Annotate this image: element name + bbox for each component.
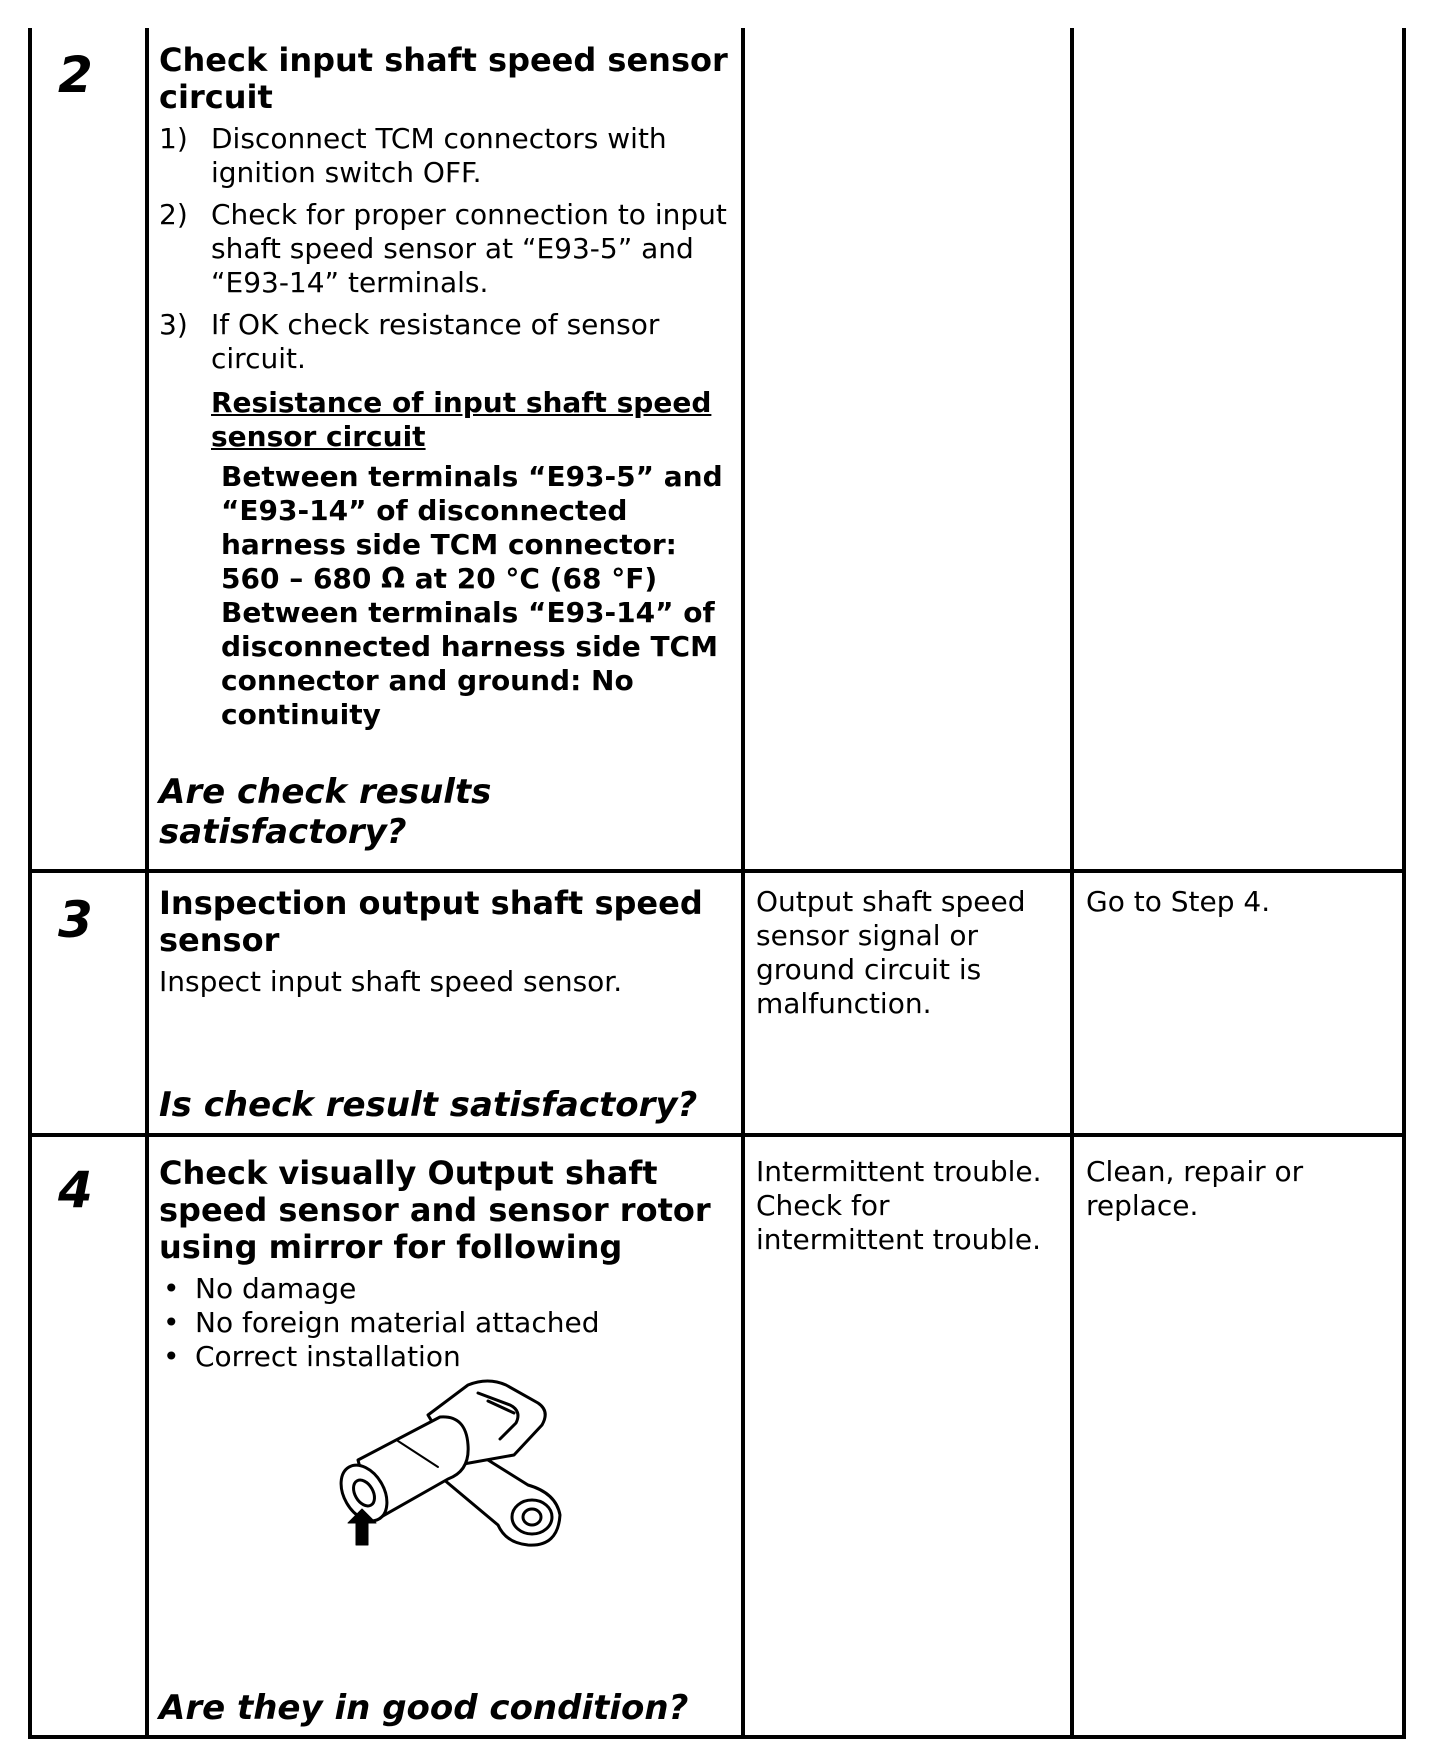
spec-text <box>221 460 734 732</box>
step-question: Are they in good condition? <box>159 1688 689 1728</box>
procedure-item: 2) Check for proper connection to input shaft speed sensor at “E93-5” and “E93-14” terminals. <box>159 198 727 299</box>
row-divider <box>28 869 1406 873</box>
step-title: Inspection output shaft speed sensor <box>159 884 703 959</box>
step-body: Inspect input shaft speed sensor. <box>159 965 623 998</box>
diagnosis-table <box>28 0 1406 1739</box>
no-result: Clean, repair or replace. <box>1086 1155 1304 1222</box>
spec-line: Between terminals “E93-14” of disconnected harness side TCM connector and ground: No continuity <box>221 596 718 731</box>
column-divider-action <box>741 28 745 1739</box>
step-question: Is check result satisfactory? <box>159 1085 698 1125</box>
row-divider <box>28 1133 1406 1137</box>
column-divider-step <box>145 28 149 1739</box>
step-3-action <box>159 885 734 999</box>
spec-heading: Resistance of input shaft speed sensor circuit <box>211 386 712 453</box>
no-result: Go to Step 4. <box>1086 885 1271 918</box>
step-number: 2 <box>58 46 93 104</box>
bolt-hole-inner <box>523 1509 541 1525</box>
step-number: 4 <box>58 1161 93 1219</box>
step-question: Are check results satisfactory? <box>159 772 492 852</box>
column-divider-yes <box>1070 28 1074 1739</box>
step-number: 3 <box>58 891 93 949</box>
table-border-left <box>28 28 32 1739</box>
step-title: Check visually Output shaft speed sensor and sensor rotor using mirror for following <box>159 1154 711 1266</box>
list-item: • Correct installation <box>159 1340 734 1374</box>
procedure-item: 1) Disconnect TCM connectors with ignition switch OFF. <box>159 122 667 189</box>
procedure-item: 3) If OK check resistance of sensor circuit. <box>159 308 660 375</box>
list-item: • No damage <box>159 1272 734 1306</box>
step-title: Check input shaft speed sensor circuit <box>159 41 728 116</box>
procedure-list <box>159 122 734 376</box>
step-2-action <box>159 42 734 732</box>
table-border-bottom <box>28 1735 1406 1739</box>
step-4-action <box>159 1155 734 1374</box>
spec-line: Between terminals “E93-5” and “E93-14” of disconnected harness side TCM connector: <box>221 460 723 561</box>
speed-sensor-illustration <box>328 1375 588 1565</box>
check-list <box>159 1272 734 1374</box>
list-item: • No foreign material attached <box>159 1306 734 1340</box>
yes-result: Output shaft speed sensor signal or ground circuit is malfunction. <box>756 885 1026 1020</box>
spec-line: 560 – 680 Ω at 20 °C (68 °F) <box>221 562 658 595</box>
yes-result: Intermittent trouble. Check for intermittent trouble. <box>756 1155 1042 1256</box>
table-border-right <box>1402 28 1406 1739</box>
